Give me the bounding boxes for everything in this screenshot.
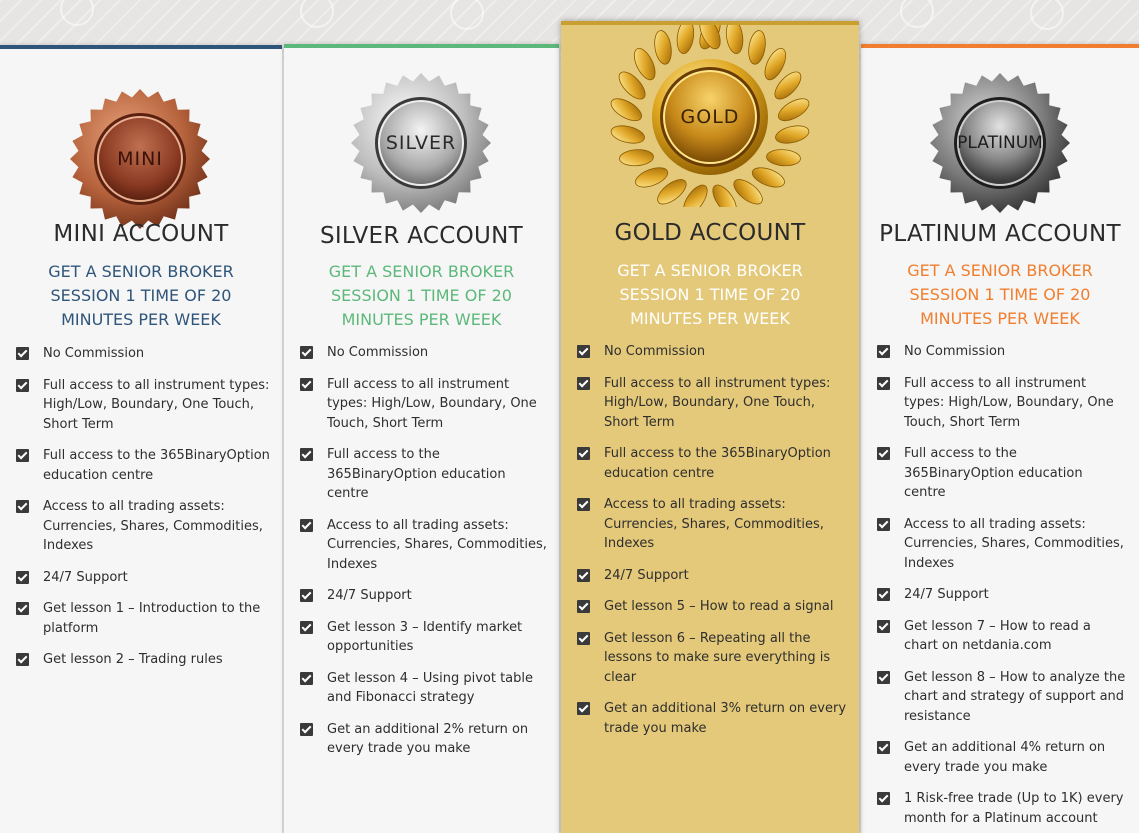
- checkbox-icon: [577, 377, 590, 390]
- checkbox-icon: [16, 379, 29, 392]
- list-item: Get lesson 3 – Identify market opportunities: [300, 618, 547, 657]
- list-item: 24/7 Support: [577, 566, 847, 586]
- checkbox-icon: [577, 600, 590, 613]
- list-item: 24/7 Support: [877, 585, 1127, 605]
- feature-list: [16, 344, 270, 682]
- list-item: Full access to all instrument types: High/Low, Boundary, One Touch, Short Term: [300, 375, 547, 434]
- list-item: Get lesson 2 – Trading rules: [16, 650, 270, 670]
- bronze-medal-icon: [68, 87, 212, 231]
- silver-medal-icon: [349, 71, 493, 215]
- badge-label: GOLD: [680, 106, 740, 128]
- list-item: Get lesson 7 – How to read a chart on netdania.com: [877, 617, 1127, 656]
- plan-card-silver: [284, 44, 559, 833]
- plan-title: MINI ACCOUNT: [53, 221, 229, 247]
- plan-card-gold: [561, 21, 859, 833]
- checkbox-icon: [577, 632, 590, 645]
- checkbox-icon: [300, 589, 313, 602]
- list-item: Full access to all instrument types: High/Low, Boundary, One Touch, Short Term: [877, 374, 1127, 433]
- plan-subtitle: GET A SENIOR BROKER SESSION 1 TIME OF 20 MINUTES PER WEEK: [907, 261, 1093, 328]
- feature-list: [300, 343, 547, 771]
- checkbox-icon: [577, 447, 590, 460]
- checkbox-icon: [16, 571, 29, 584]
- checkbox-icon: [877, 792, 890, 805]
- checkbox-icon: [877, 671, 890, 684]
- list-item: Get an additional 3% return on every trade you make: [577, 699, 847, 738]
- list-item: No Commission: [877, 342, 1127, 362]
- badge-label: PLATINUM: [957, 133, 1043, 153]
- feature-list: [877, 342, 1127, 833]
- plan-card-platinum: [861, 44, 1139, 833]
- list-item: Get an additional 2% return on every trade you make: [300, 720, 547, 759]
- checkbox-icon: [877, 588, 890, 601]
- checkbox-icon: [300, 346, 313, 359]
- plan-subtitle: GET A SENIOR BROKER SESSION 1 TIME OF 20 MINUTES PER WEEK: [328, 262, 515, 329]
- checkbox-icon: [300, 621, 313, 634]
- checkbox-icon: [577, 702, 590, 715]
- platinum-medal-icon: [928, 71, 1072, 215]
- list-item: Full access to all instrument types: High/Low, Boundary, One Touch, Short Term: [16, 376, 270, 435]
- list-item: Get lesson 1 – Introduction to the platform: [16, 599, 270, 638]
- checkbox-icon: [877, 377, 890, 390]
- checkbox-icon: [577, 498, 590, 511]
- list-item: Full access to the 365BinaryOption education centre: [300, 445, 547, 504]
- plan-subtitle: GET A SENIOR BROKER SESSION 1 TIME OF 20 MINUTES PER WEEK: [48, 262, 234, 329]
- checkbox-icon: [300, 378, 313, 391]
- checkbox-icon: [16, 449, 29, 462]
- list-item: No Commission: [16, 344, 270, 364]
- list-item: No Commission: [577, 342, 847, 362]
- list-item: 24/7 Support: [16, 568, 270, 588]
- list-item: 24/7 Support: [300, 586, 547, 606]
- checkbox-icon: [877, 447, 890, 460]
- list-item: 1 Risk-free trade (Up to 1K) every month for a Platinum account: [877, 789, 1127, 828]
- checkbox-icon: [300, 723, 313, 736]
- checkbox-icon: [877, 620, 890, 633]
- checkbox-icon: [16, 653, 29, 666]
- list-item: Get lesson 6 – Repeating all the lessons to make sure everything is clear: [577, 629, 847, 688]
- checkbox-icon: [16, 500, 29, 513]
- feature-list: [577, 342, 847, 750]
- checkbox-icon: [16, 602, 29, 615]
- plan-subtitle: GET A SENIOR BROKER SESSION 1 TIME OF 20 MINUTES PER WEEK: [617, 261, 803, 328]
- list-item: Access to all trading assets: Currencies, Shares, Commodities, Indexes: [16, 497, 270, 556]
- gold-laurel-medal-icon: [600, 21, 820, 207]
- list-item: Get lesson 4 – Using pivot table and Fibonacci strategy: [300, 669, 547, 708]
- plan-title: GOLD ACCOUNT: [614, 220, 806, 246]
- checkbox-icon: [877, 741, 890, 754]
- plan-card-mini: [0, 45, 282, 833]
- badge-label: MINI: [117, 148, 163, 170]
- checkbox-icon: [577, 345, 590, 358]
- checkbox-icon: [300, 448, 313, 461]
- checkbox-icon: [300, 672, 313, 685]
- list-item: Get an additional 4% return on every trade you make: [877, 738, 1127, 777]
- list-item: Get lesson 5 – How to read a signal: [577, 597, 847, 617]
- checkbox-icon: [16, 347, 29, 360]
- plan-title: PLATINUM ACCOUNT: [879, 221, 1121, 247]
- checkbox-icon: [877, 345, 890, 358]
- list-item: Full access to the 365BinaryOption education centre: [877, 444, 1127, 503]
- list-item: Full access to all instrument types: High/Low, Boundary, One Touch, Short Term: [577, 374, 847, 433]
- list-item: No Commission: [300, 343, 547, 363]
- list-item: Access to all trading assets: Currencies, Shares, Commodities, Indexes: [577, 495, 847, 554]
- checkbox-icon: [577, 569, 590, 582]
- list-item: Full access to the 365BinaryOption education centre: [16, 446, 270, 485]
- badge-label: SILVER: [385, 132, 457, 154]
- list-item: Access to all trading assets: Currencies, Shares, Commodities, Indexes: [877, 515, 1127, 574]
- checkbox-icon: [300, 519, 313, 532]
- list-item: Full access to the 365BinaryOption education centre: [577, 444, 847, 483]
- list-item: Get lesson 8 – How to analyze the chart and strategy of support and resistance: [877, 668, 1127, 727]
- list-item: Access to all trading assets: Currencies, Shares, Commodities, Indexes: [300, 516, 547, 575]
- plan-title: SILVER ACCOUNT: [319, 223, 524, 249]
- checkbox-icon: [877, 518, 890, 531]
